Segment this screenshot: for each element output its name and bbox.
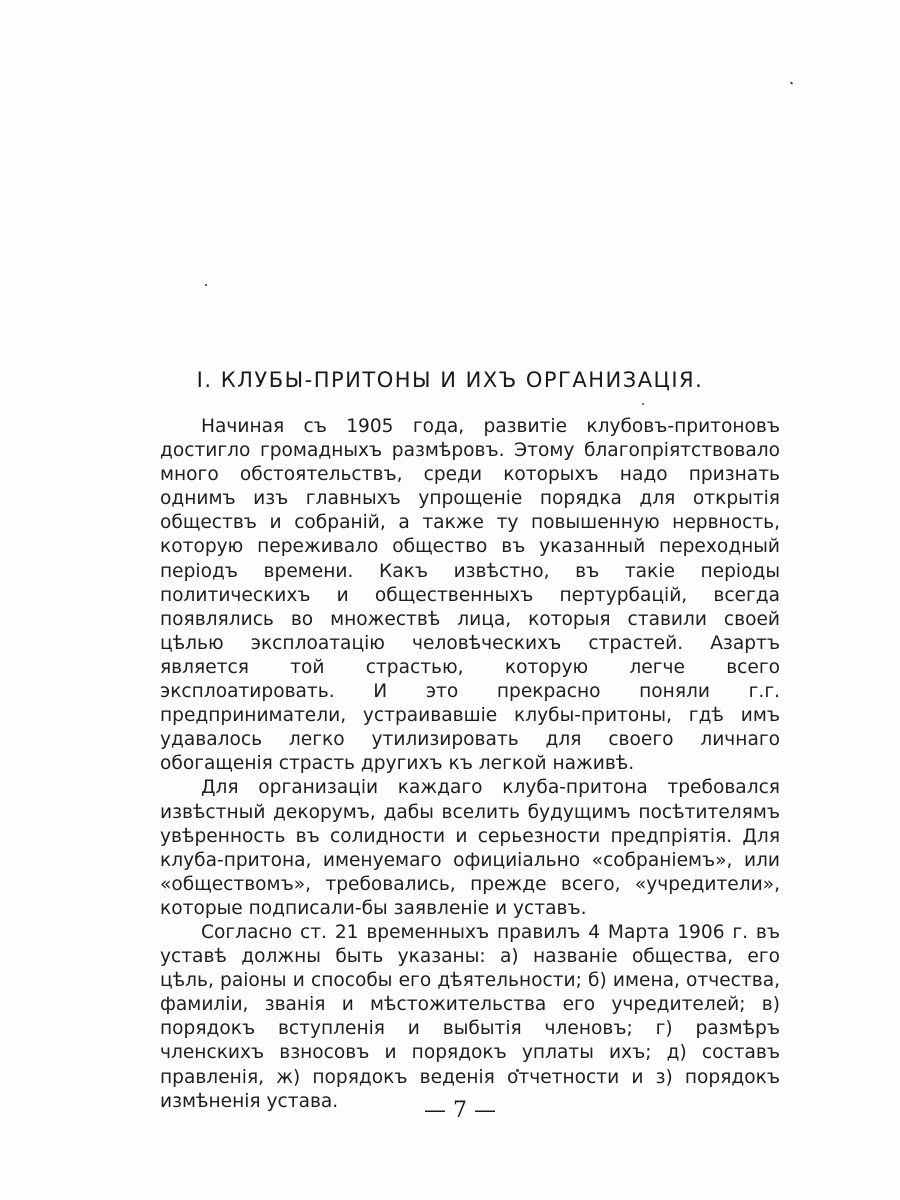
page-number: — 7 —: [424, 1098, 496, 1123]
scan-speck: [790, 81, 794, 84]
scan-speck: [642, 403, 644, 405]
scan-speck: [205, 284, 207, 286]
body-text: [160, 415, 780, 1114]
paragraph-2: Для организаціи каждаго клуба-притона требовался извѣстный декорумъ, дабы вселить будущимъ посѣтителямъ увѣренность въ солидности и серьезности предпріятія. Для клуба-притона, именуемаго официіально «собраніемъ», или «обществомъ», требовались, прежде всего, «учредители», которые подписали-бы заявленіе и уставъ.: [160, 777, 780, 919]
paragraph-1: Начиная съ 1905 года, развитіе клубовъ-притоновъ достигло громадныхъ размѣровъ. Этому благопріятствовало много обстоятельствъ, среди которыхъ надо признать однимъ изъ главныхъ упрощеніе порядка для открытія обществъ и собраній, а также ту повышенную нервность, которую переживало общество въ указанный переходный періодъ времени. Какъ извѣстно, въ такіе періоды политическихъ и общественныхъ пертурбацій, всегда появлялись во множествѣ лица, которыя ставили своей цѣлью эксплоатацію человѣческихъ страстей. Азартъ является той страстью, которую легче всего эксплоатировать. И это прекрасно поняли г.г. предприниматели, устраивавшіе клубы-притоны, гдѣ имъ удавалось легко утилизировать для своего личнаго обогащенія страсть другихъ къ легкой наживѣ.: [160, 416, 780, 775]
paragraph-3: Согласно ст. 21 временныхъ правилъ 4 Марта 1906 г. въ уставѣ должны быть указаны: а) названіе общества, его цѣль, раіоны и способы его дѣятельности; б) имена, отчества, фамиліи, званія и мѣстожительства его учредителей; в) порядокъ вступленія и выбытія членовъ; г) размѣръ членскихъ взносовъ и порядокъ уплаты ихъ; д) составъ правленія, ж) порядокъ веденія отчетности и з) порядокъ измѣненія устава.: [160, 921, 780, 1112]
chapter-title: I. КЛУБЫ-ПРИТОНЫ И ИХЪ ОРГАНИЗАЦІЯ.: [196, 368, 704, 392]
